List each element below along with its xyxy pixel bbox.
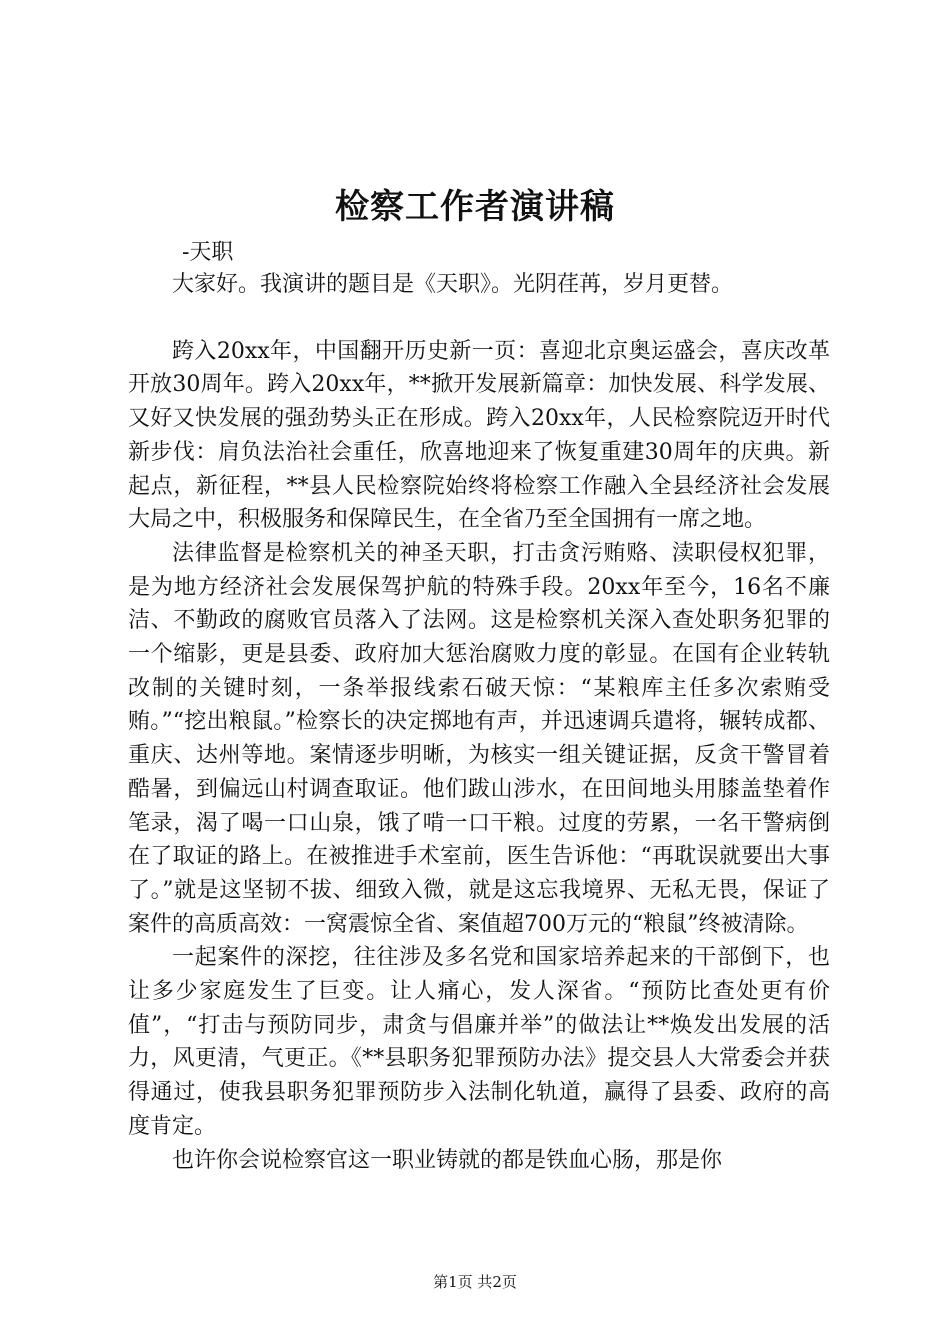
page-footer: 第1页 共2页 bbox=[433, 1273, 517, 1291]
paragraph-legal-supervision: 法律监督是检察机关的神圣天职，打击贪污贿赂、渎职侵权犯罪，是为地方经济社会发展保驾护航的特殊手段。20xx年至今，16名不廉洁、不勤政的腐败官员落入了法网。这是检察机关深入查处职务犯罪的一个缩影，更是县委、政府加大惩治腐败力度的彰显。在国有企业转轨改制的关键时刻，一条举报线索石破天惊：“某粮库主任多次索贿受贿。”“挖出粮鼠。”检察长的决定掷地有声，并迅速调兵遣将，辗转成都、重庆、达州等地。案情逐步明晰，为核实一组关键证据，反贪干警冒着酷暑，到偏远山村调查取证。他们跋山涉水，在田间地头用膝盖垫着作笔录，渴了喝一口山泉，饿了啃一口干粮。过度的劳累，一名干警病倒在了取证的路上。在被推进手术室前，医生告诉他：“再耽误就要出大事了。”就是这坚韧不拔、细致入微，就是这忘我境界、无私无畏，保证了案件的高质高效：一窝震惊全省、案值超700万元的“粮鼠”终被清除。 bbox=[128, 540, 830, 937]
subtitle: -天职 bbox=[182, 240, 234, 265]
page-title: 检察工作者演讲稿 bbox=[335, 187, 615, 227]
paragraph-prevention: 一起案件的深挖，往往涉及多名党和国家培养起来的干部倒下，也让多少家庭发生了巨变。让人痛心，发人深省。“预防比查处更有价值”，“打击与预防同步，肃贪与倡廉并举”的做法让**焕发出发展的活力，风更清，气更正。《**县职务犯罪预防办法》提交县人大常委会并获得通过，使我县职务犯罪预防步入法制化轨道，赢得了县委、政府的高度肯定。 bbox=[128, 945, 830, 1139]
paragraph-closing-fragment: 也许你会说检察官这一职业铸就的都是铁血心肠，那是你 bbox=[172, 1147, 723, 1173]
document-body bbox=[128, 268, 830, 1177]
paragraph-greeting: 大家好。我演讲的题目是《天职》。光阴荏苒，岁月更替。 bbox=[172, 272, 734, 297]
paragraph-new-era: 跨入20xx年，中国翻开历史新一页：喜迎北京奥运盛会，喜庆改革开放30周年。跨入20xx年，**掀开发展新篇章：加快发展、科学发展、又好又快发展的强劲势头正在形成。跨入20xx年，人民检察院迈开时代新步伐：肩负法治社会重任，欣喜地迎来了恢复重建30周年的庆典。新起点，新征程，**县人民检察院始终将检察工作融入全县经济社会发展大局之中，积极服务和保障民生，在全省乃至全国拥有一席之地。 bbox=[128, 338, 830, 533]
